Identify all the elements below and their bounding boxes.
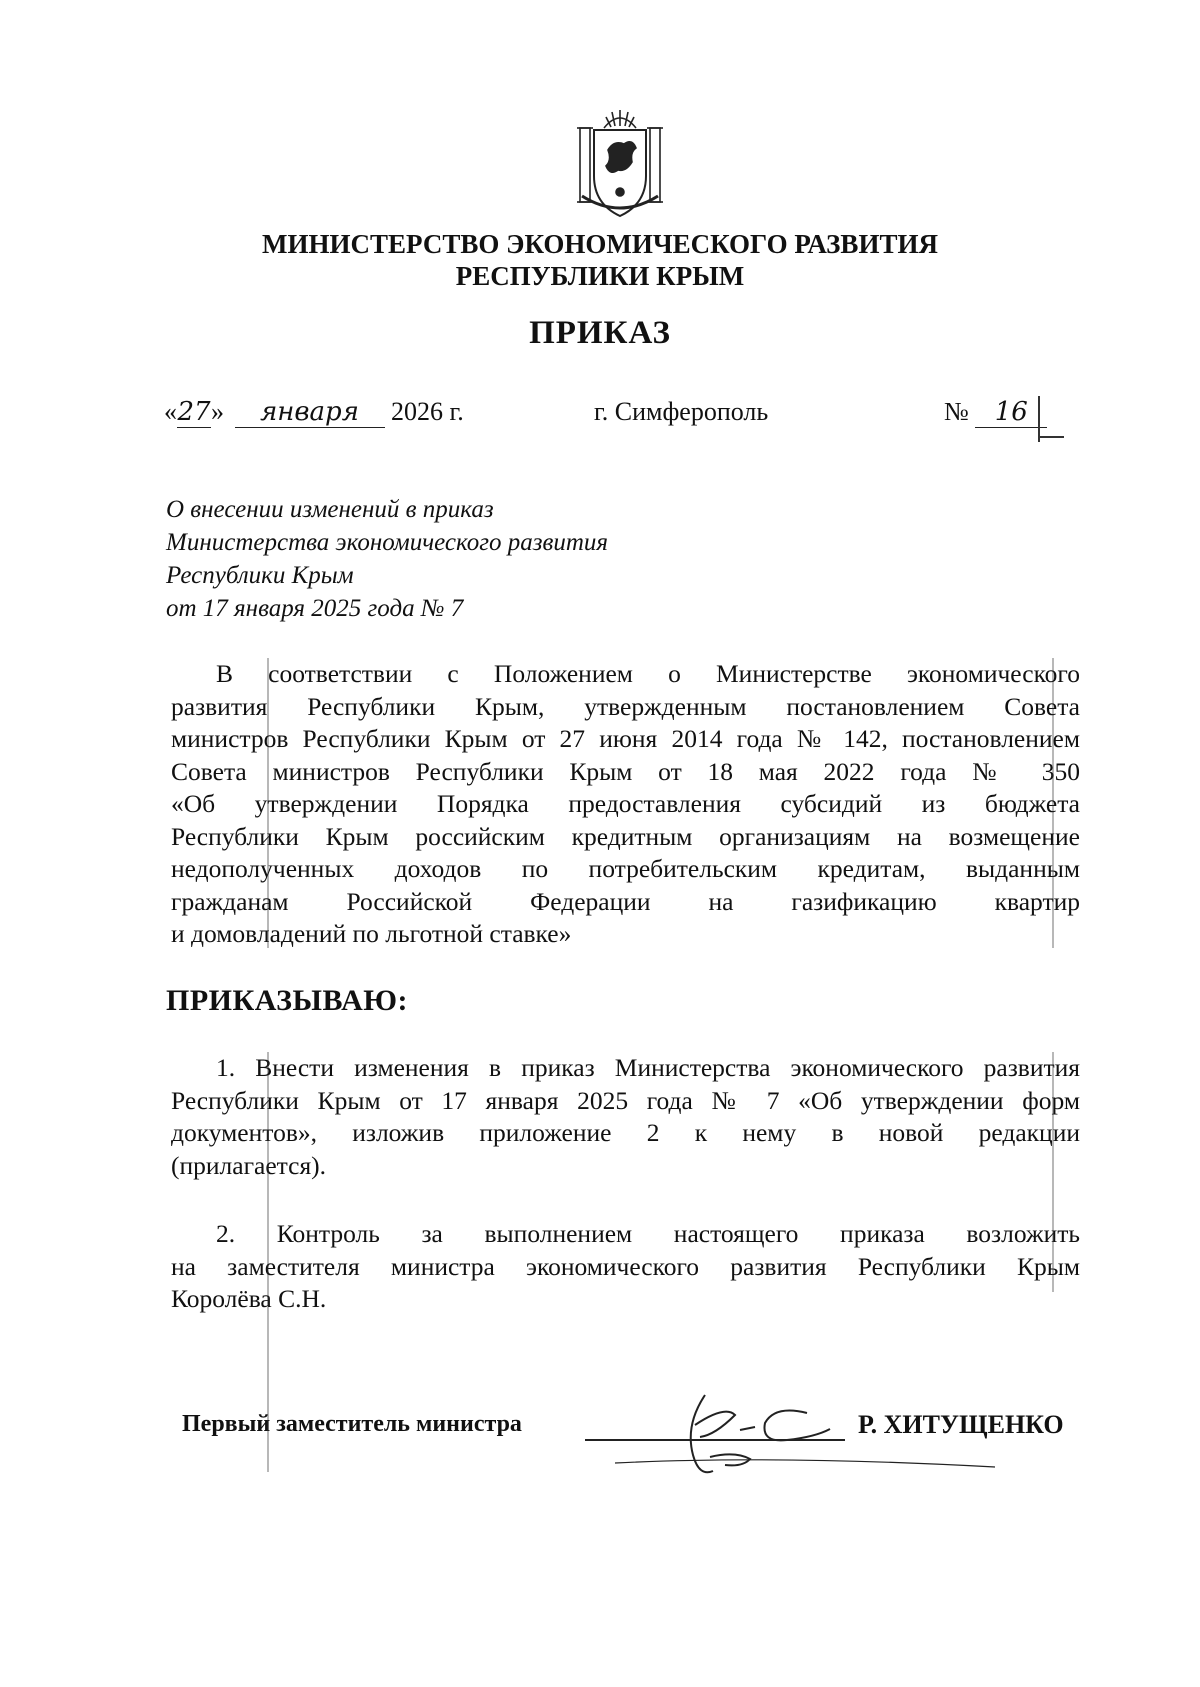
order-item-1	[171, 1052, 1080, 1182]
item-line: (прилагается).	[171, 1150, 327, 1180]
ministry-name-line2: РЕСПУБЛИКИ КРЫМ	[455, 261, 745, 291]
scan-fold-mark	[267, 658, 269, 948]
preamble-line-wrap	[171, 658, 1080, 691]
handwritten-signature-icon	[575, 1385, 1015, 1495]
order-directive-heading: ПРИКАЗЫВАЮ:	[166, 984, 409, 1017]
date-quote-open: «	[164, 397, 177, 426]
item-line: 2. Контроль за выполнением настоящего приказа возложить	[216, 1219, 1080, 1248]
item-line: документов», изложив приложение 2 к нему в новой редакции	[171, 1118, 1080, 1147]
preamble-line: В соответствии с Положением о Министерстве экономического	[216, 659, 1080, 688]
item-line: на заместителя министра экономического развития Республики Крым	[171, 1251, 1080, 1281]
preamble-line: Республики Крым российским кредитным организациям на возмещение	[171, 821, 1080, 851]
signatory-title: Первый заместитель министра	[182, 1411, 522, 1437]
subject-line: О внесении изменений в приказ	[166, 496, 494, 523]
item-line: Республики Крым от 17 января 2025 года № 7 «Об утверждении форм	[171, 1085, 1080, 1115]
preamble-line: развития Республики Крым, утвержденным постановлением Совета	[171, 691, 1080, 721]
scan-fold-mark	[267, 1052, 269, 1472]
document-number-field	[944, 397, 1047, 428]
date-field	[164, 397, 464, 428]
subject-line: Министерства экономического развития	[166, 529, 609, 556]
preamble-paragraph	[171, 658, 1080, 951]
scan-fold-mark	[1052, 1052, 1054, 1292]
preamble-line: Совета министров Республики Крым от 18 мая 2022 года № 350	[171, 756, 1080, 786]
scan-fold-mark	[1052, 658, 1054, 948]
subject-line: Республики Крым	[166, 562, 354, 589]
item-line-wrap	[171, 1052, 1080, 1085]
preamble-line: гражданам Российской Федерации на газификацию квартир	[171, 886, 1080, 916]
scan-fold-mark	[1040, 436, 1064, 438]
preamble-line: и домовладений по льготной ставке»	[171, 919, 572, 948]
document-number: 16	[975, 397, 1047, 428]
order-item-2	[171, 1218, 1080, 1316]
preamble-line: министров Республики Крым от 27 июня 2014 года № 142, постановлением	[171, 724, 1080, 753]
number-sign: №	[944, 397, 969, 426]
signatory-name: Р. ХИТУЩЕНКО	[858, 1410, 1064, 1439]
crimea-coat-of-arms-icon	[574, 106, 666, 222]
item-line: Королёва С.Н.	[171, 1284, 327, 1313]
date-quote-close: »	[211, 397, 224, 426]
item-line: 1. Внести изменения в приказ Министерства экономического развития	[216, 1053, 1080, 1082]
date-year: 2026 г.	[391, 397, 464, 426]
document-type-title: ПРИКАЗ	[529, 315, 671, 351]
item-line-wrap	[171, 1218, 1080, 1251]
ministry-name-line1: МИНИСТЕРСТВО ЭКОНОМИЧЕСКОГО РАЗВИТИЯ	[262, 229, 938, 259]
date-month: января	[235, 397, 385, 428]
preamble-line: «Об утверждении Порядка предоставления субсидий из бюджета	[171, 789, 1080, 818]
subject-line: от 17 января 2025 года № 7	[166, 595, 464, 622]
order-subject	[166, 493, 608, 625]
preamble-line: недополученных доходов по потребительским кредитам, выданным	[171, 854, 1080, 883]
city-label: г. Симферополь	[594, 397, 769, 426]
date-day: 27	[177, 397, 211, 427]
